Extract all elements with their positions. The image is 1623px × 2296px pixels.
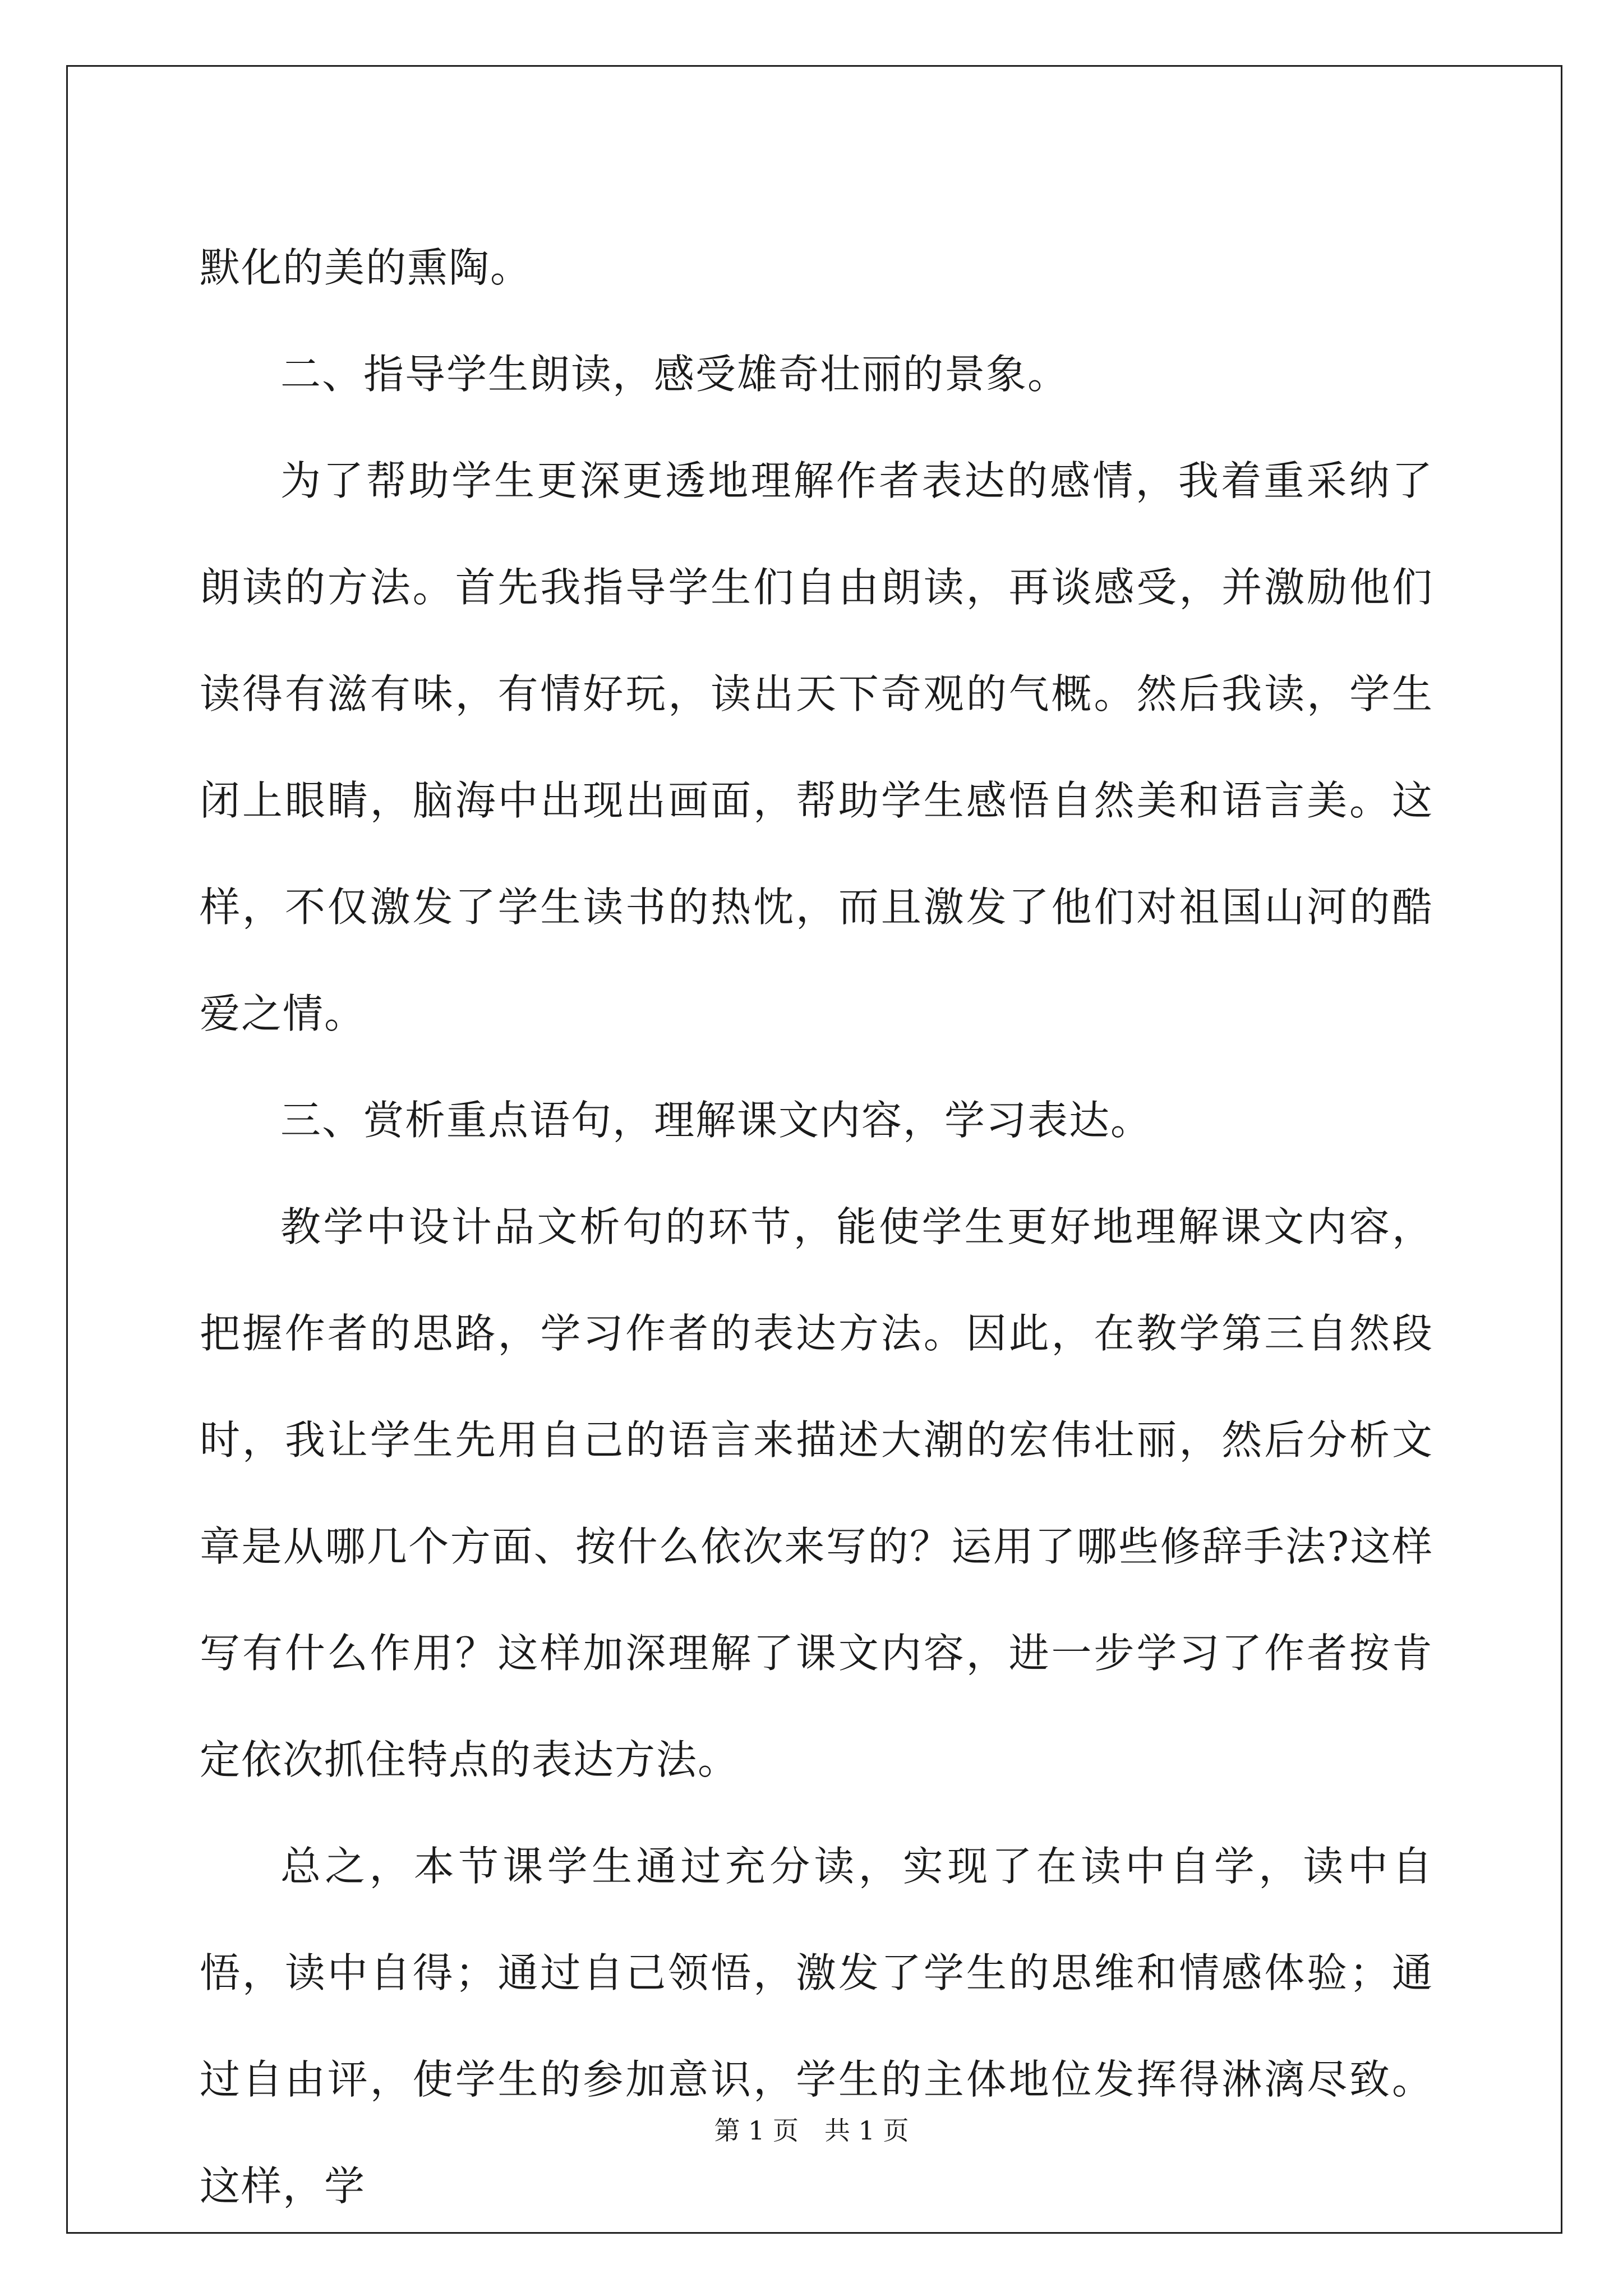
section-heading-3: 三、赏析重点语句，理解课文内容，学习表达。 [280,1097,1152,1144]
paragraph: 为了帮助学生更深更透地理解作者表达的感情，我着重采纳了朗读的方法。首先我指导学生们自由朗读，再谈感受，并激励他们读得有滋有味，有情好玩，读出天下奇观的气概。然后我读，学生闭上眼睛，脑海中出现出画面，帮助学生感悟自然美和语言美。这样，不仅激发了学生读书的热忱，而且激发了他们对祖国山河的酷爱之情。 [200,457,1433,1037]
paragraph: 总之，本节课学生通过充分读，实现了在读中自学，读中自悟，读中自得；通过自己领悟，激发了学生的思维和情感体验；通过自由评，使学生的参加意识，学生的主体地位发挥得淋漓尽致。这样，学 [200,1843,1433,2210]
section-heading-2: 二、指导学生朗读，感受雄奇壮丽的景象。 [280,351,1069,398]
paragraph: 教学中设计品文析句的环节，能使学生更好地理解课文内容，把握作者的思路，学习作者的表达方法。因此，在教学第三自然段时，我让学生先用自己的语言来描述大潮的宏伟壮丽，然后分析文章是从哪几个方面、按什么依次来写的？运用了哪些修辞手法?这样写有什么作用？这样加深理解了课文内容，进一步学习了作者按肯定依次抓住特点的表达方法。 [200,1203,1433,1783]
page-number-footer: 第 1 页 共 1 页 [714,2115,909,2146]
document-body [200,214,1433,2239]
paragraph-continuation: 默化的美的熏陶。 [200,244,532,291]
